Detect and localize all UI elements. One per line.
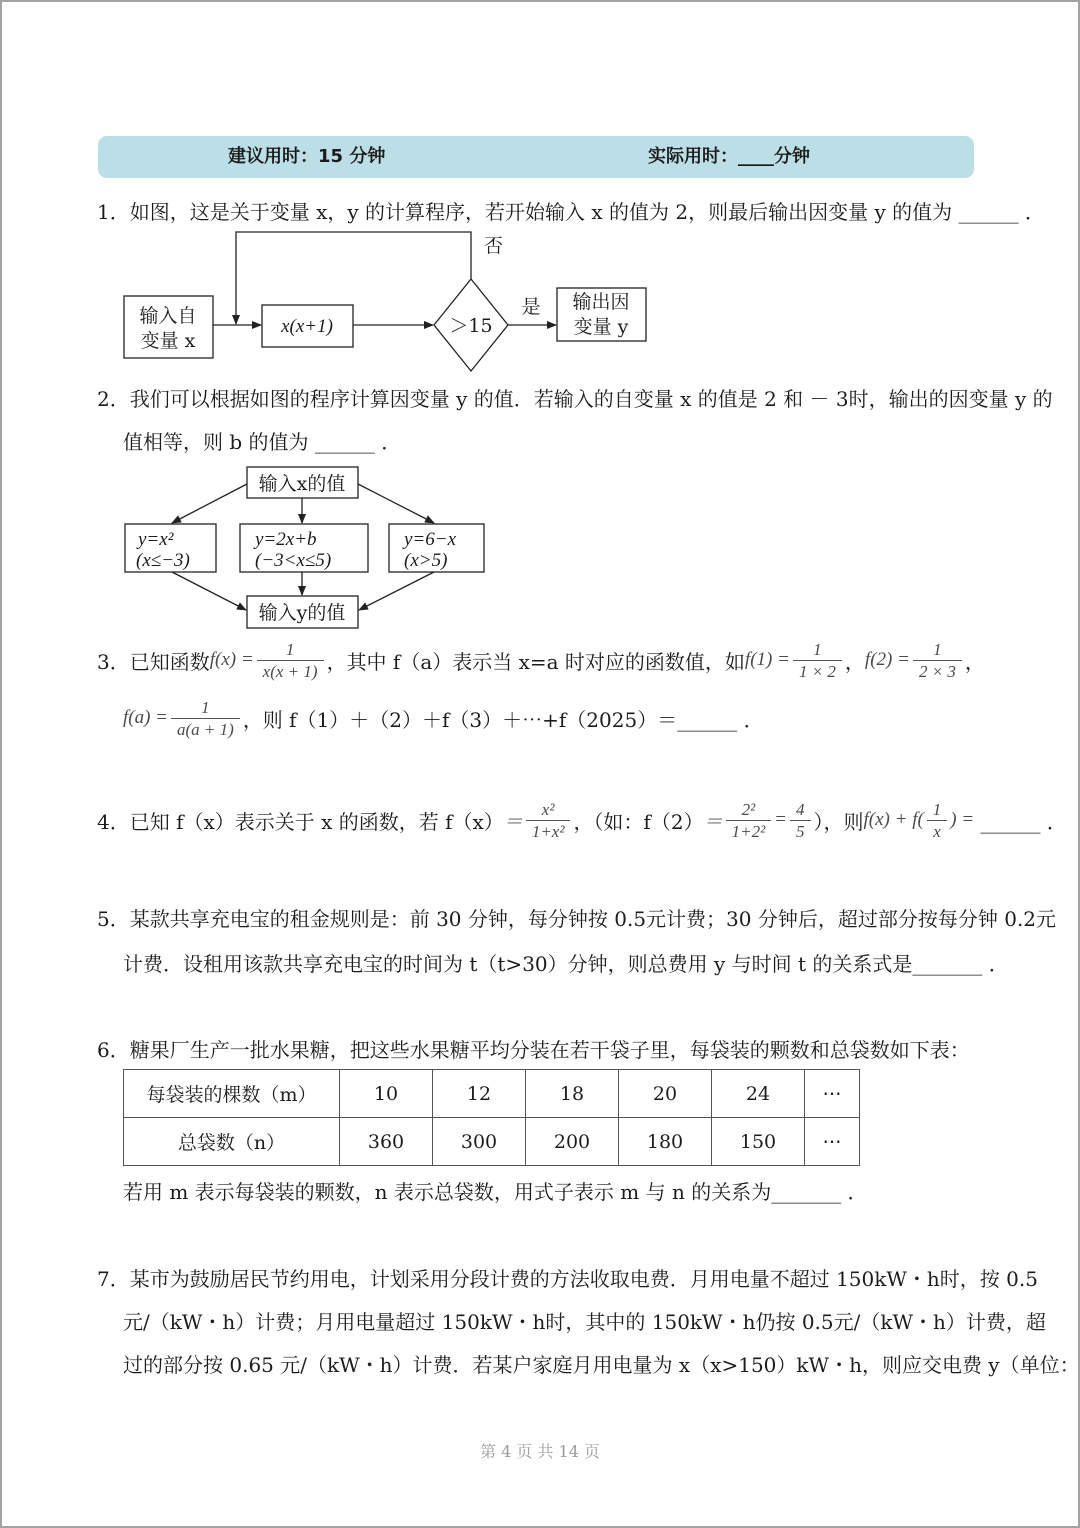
question-1-text (97, 196, 1045, 224)
candy-table (123, 1069, 860, 1166)
question-3-ask: ，则 f（1）＋（2）＋f（3）＋⋯+f（2025）＝______ ． (242, 707, 764, 732)
question-6-line-1 (97, 1034, 970, 1062)
question-2-line-2 (123, 426, 401, 454)
q4-equals-1: ＝ (503, 811, 523, 833)
flow-input-label-line-2: 变量 x (140, 330, 196, 352)
q3-example-1-label: f(1) = (744, 649, 790, 670)
actual-time: 实际用时：____分钟 (648, 146, 810, 167)
q4-equals-2: ＝ (703, 811, 723, 833)
flow-arrow-right-to-output (359, 572, 434, 610)
flow-arrow-left-to-output (172, 572, 246, 610)
table-cell: 180 (619, 1118, 712, 1166)
q3-line-end: ， (964, 649, 985, 674)
question-2-stem-2: 值相等，则 b 的值为 ______ ． (123, 429, 402, 454)
q4-reciprocal-fraction (927, 799, 948, 842)
flow-mid-formula: y=2x+b (255, 529, 317, 550)
fraction-denominator: 5 (796, 821, 805, 841)
table-row-header: 总袋数（n） (124, 1118, 340, 1166)
table-cell: 24 (712, 1070, 805, 1118)
flow-output-label: 输入y的值 (258, 602, 346, 624)
flow-right-condition: (x>5) (404, 550, 448, 571)
table-cell: ⋯ (805, 1118, 860, 1166)
table-cell: 12 (433, 1070, 526, 1118)
fraction-numerator: 1 (793, 639, 842, 661)
table-cell: 20 (619, 1070, 712, 1118)
flow-arrow-to-right-branch (358, 484, 434, 523)
question-1-stem: 1．如图，这是关于变量 x，y 的计算程序，若开始输入 x 的值为 2，则最后输出因变量 y 的值为 ______ ． (97, 199, 1045, 224)
question-7-line-3 (123, 1349, 1080, 1377)
q3-function-fraction (257, 639, 324, 682)
q4-ask-prefix: f(x) + f( (863, 809, 924, 830)
question-1-flowchart (110, 222, 660, 382)
fraction-numerator: 4 (790, 799, 811, 821)
fraction-denominator: 1+x² (531, 821, 565, 841)
suggested-time: 建议用时：15 分钟 (228, 146, 386, 167)
q3-general-fraction (171, 697, 240, 740)
q4-example-open: ，（如：f（2） (573, 809, 704, 834)
question-4-line (97, 792, 1067, 848)
question-7-line-2 (123, 1306, 1046, 1334)
fraction-denominator: 2 × 3 (918, 661, 956, 681)
q3-example-1-fraction (793, 639, 842, 682)
fraction-numerator: 1 (171, 697, 240, 719)
q3-example-2-fraction (913, 639, 962, 682)
table-cell: 360 (340, 1118, 433, 1166)
table-cell: ⋯ (805, 1070, 860, 1118)
question-3-prefix: 3．已知函数 (97, 649, 210, 674)
q4-example-close: ），则 (813, 809, 864, 834)
flow-output-label-line-2: 变量 y (573, 316, 629, 338)
fraction-denominator: x (933, 821, 941, 841)
question-3-line-2 (123, 693, 764, 743)
question-7-stem-3: 过的部分按 0.65 元/（kW・h）计费．若某户家庭月用电量为 x（x>150）kW・h，则应交电费 y（单位： (123, 1352, 1080, 1377)
fraction-numerator: 1 (257, 639, 324, 661)
flow-arrow-to-left-branch (172, 484, 247, 523)
flow-mid-condition: (−3<x≤5) (255, 550, 332, 571)
fraction-denominator: x(x + 1) (262, 661, 318, 681)
page-number: 第 4 页 共 14 页 (480, 1442, 600, 1461)
question-4-prefix: 4．已知 f（x）表示关于 x 的函数，若 f（x） (97, 809, 504, 834)
table-cell: 18 (526, 1070, 619, 1118)
q3-function-label: f(x) = (209, 649, 254, 670)
fraction-denominator: 1 × 2 (798, 661, 836, 681)
table-row-header: 每袋装的棵数（m） (124, 1070, 340, 1118)
q3-general-label: f(a) = (123, 707, 169, 728)
question-6-line-2 (123, 1176, 868, 1204)
question-7-line-1 (97, 1263, 1038, 1291)
question-2-stem-1: 2．我们可以根据如图的程序计算因变量 y 的值．若输入的自变量 x 的值是 2 和 － 3时，输出的因变量 y 的 (97, 386, 1053, 411)
q4-ask-suffix: ) = (950, 809, 975, 830)
question-6-stem-1: 6．糖果厂生产一批水果糖，把这些水果糖平均分装在若干袋子里，每袋装的颗数和总袋数如下表： (97, 1037, 970, 1062)
fraction-numerator: 2² (726, 799, 772, 821)
q4-function-fraction (526, 799, 571, 842)
question-7-stem-1: 7．某市为鼓励居民节约用电，计划采用分段计费的方法收取电费．月用电量不超过 150kW・h时，按 0.5 (97, 1266, 1038, 1291)
question-2-line-1 (97, 383, 1053, 411)
flow-input-label-line-1: 输入自 (139, 305, 197, 327)
flow-yes-label: 是 (521, 296, 541, 318)
q4-answer-blank: ______ ． (974, 809, 1067, 834)
table-cell: 150 (712, 1118, 805, 1166)
flow-no-label: 否 (484, 235, 504, 257)
fraction-numerator: 1 (913, 639, 962, 661)
flow-output-label-line-1: 输出因 (572, 291, 630, 313)
question-5-line-2 (123, 948, 1009, 976)
flow-left-condition: (x≤−3) (136, 550, 190, 571)
table-cell: 10 (340, 1070, 433, 1118)
q3-example-2-label: f(2) = (864, 649, 910, 670)
flow-process-label: x(x+1) (281, 316, 333, 337)
question-3-line-1 (97, 635, 985, 685)
table-cell: 300 (433, 1118, 526, 1166)
table-row (124, 1070, 860, 1118)
q4-result-fraction (790, 799, 811, 842)
question-3-middle-text: ，其中 f（a）表示当 x=a 时对应的函数值，如 (326, 649, 745, 674)
question-5-line-1 (97, 903, 1056, 931)
flow-input-label: 输入x的值 (258, 473, 346, 495)
question-2-flowchart (118, 460, 498, 635)
q3-separator: ， (844, 649, 865, 674)
question-7-stem-2: 元/（kW・h）计费；月用电量超过 150kW・h时，其中的 150kW・h仍按 0.5元/（kW・h）计费，超 (123, 1309, 1046, 1334)
fraction-denominator: a(a + 1) (177, 719, 234, 739)
table-row (124, 1118, 860, 1166)
table-cell: 200 (526, 1118, 619, 1166)
flow-left-formula: y=x² (138, 529, 174, 550)
q4-equals-3: = (774, 809, 787, 830)
question-5-stem-2: 计费．设租用该款共享充电宝的时间为 t（t>30）分钟，则总费用 y 与时间 t 的关系式是_______ ． (123, 951, 1009, 976)
time-header-bar (98, 136, 974, 178)
flow-condition-label: ＞15 (449, 315, 493, 337)
fraction-numerator: 1 (927, 799, 948, 821)
question-5-stem-1: 5．某款共享充电宝的租金规则是：前 30 分钟，每分钟按 0.5元计费；30 分钟后，超过部分按每分钟 0.2元 (97, 906, 1057, 931)
fraction-numerator: x² (526, 799, 571, 821)
q4-example-fraction (726, 799, 772, 842)
fraction-denominator: 1+2² (731, 821, 766, 841)
question-6-stem-2: 若用 m 表示每袋装的颗数，n 表示总袋数，用式子表示 m 与 n 的关系为_______ ． (123, 1179, 868, 1204)
flow-right-formula: y=6−x (404, 529, 457, 550)
